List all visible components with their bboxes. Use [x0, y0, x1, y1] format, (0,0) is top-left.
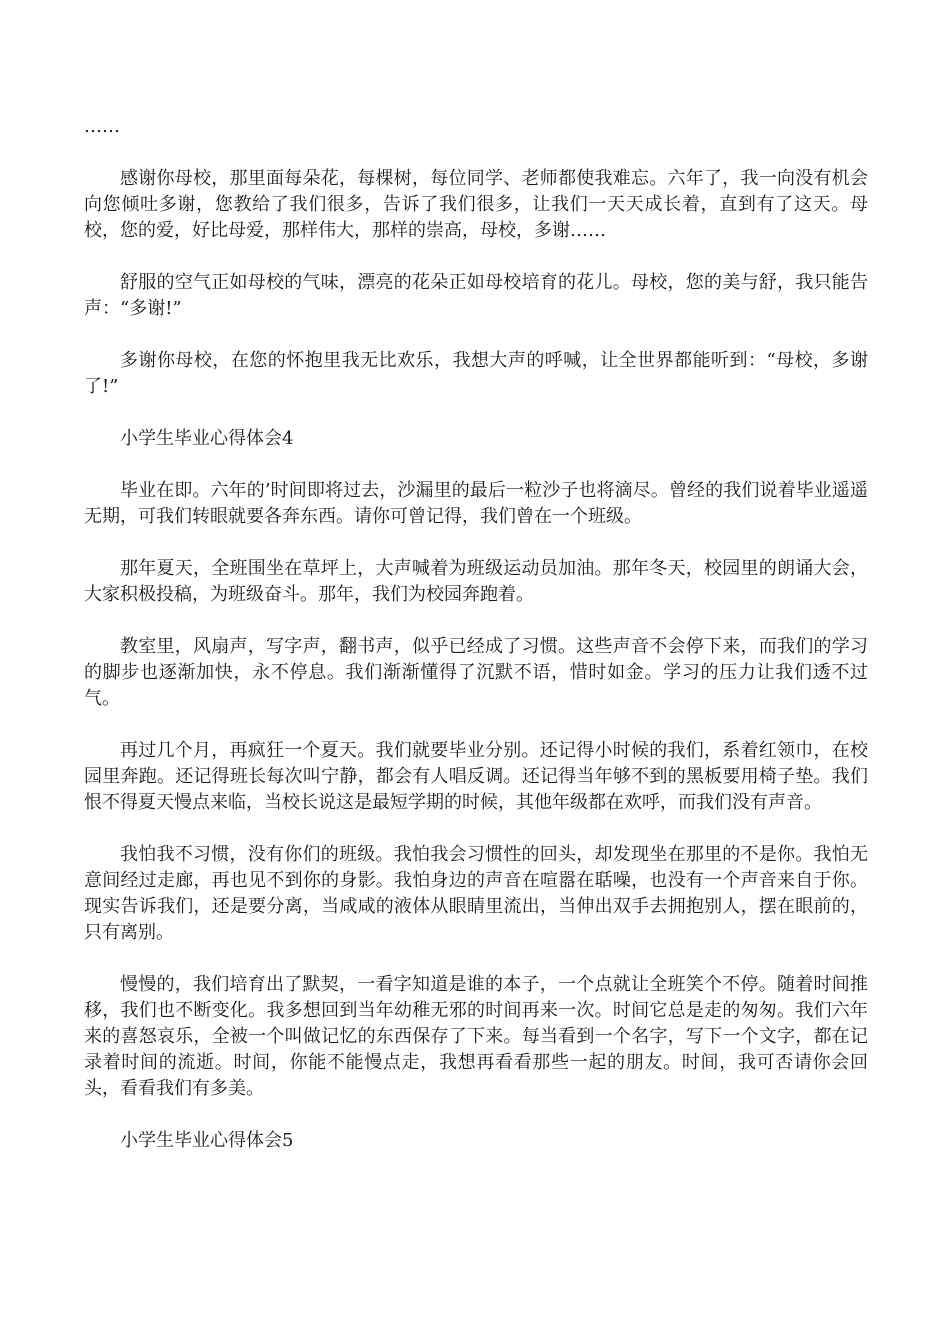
paragraph-slowly: 慢慢的，我们培育出了默契，一看字知道是谁的本子，一个点就让全班笑个不停。随着时间推移，我们也不断变化。我多想回到当年幼稚无邪的时间再来一次。时间它总是走的匆匆。我们六年来的喜怒哀乐，全被一个叫做记忆的东西保存了下来。每当看到一个名字，写下一个文字，都在记录着时间的流逝。时间，你能不能慢点走，我想再看看那些一起的朋友。时间，我可否请你会回头，看看我们有多美。 — [84, 974, 868, 1099]
paragraph-that-summer: 那年夏天，全班围坐在草坪上，大声喊着为班级运动员加油。那年冬天，校园里的朗诵大会，大家积极投稿，为班级奋斗。那年，我们为校园奔跑着。 — [84, 558, 868, 605]
paragraph-thanks-school: 感谢你母校，那里面每朵花，每棵树，每位同学、老师都使我难忘。六年了，我一向没有机会向您倾吐多谢，您教给了我们很多，告诉了我们很多，让我们一天天成长着，直到有了这天。母校，您的爱，好比母爱，那样伟大，那样的崇高，母校，多谢…… — [84, 168, 868, 241]
paragraph-fresh-air: 舒服的空气正如母校的气味，漂亮的花朵正如母校培育的花儿。母校，您的美与舒，我只能告声：“多谢!” — [84, 272, 868, 319]
paragraph-thank-you-school: 多谢你母校，在您的怀抱里我无比欢乐，我想大声的呼喊，让全世界都能听到：“母校，多谢了!” — [84, 350, 868, 397]
paragraph-graduation-near: 毕业在即。六年的’时间即将过去，沙漏里的最后一粒沙子也将滴尽。曾经的我们说着毕业遥遥无期，可我们转眼就要各奔东西。请你可曾记得，我们曾在一个班级。 — [84, 480, 868, 527]
section-heading-4: 小学生毕业心得体会4 — [120, 428, 294, 449]
ellipsis-line: …… — [84, 116, 120, 137]
document-page — [84, 114, 868, 1180]
paragraph-afraid: 我怕我不习惯，没有你们的班级。我怕我会习惯性的回头，却发现坐在那里的不是你。我怕无意间经过走廊，再也见不到你的身影。我怕身边的声音在喧嚣在聒噪，也没有一个声音来自于你。现实告诉我们，还是要分离，当咸咸的液体从眼睛里流出，当伸出双手去拥抱别人，摆在眼前的，只有离别。 — [84, 844, 868, 943]
section-heading-5: 小学生毕业心得体会5 — [120, 1130, 294, 1151]
paragraph-few-months: 再过几个月，再疯狂一个夏天。我们就要毕业分别。还记得小时候的我们，系着红领巾，在校园里奔跑。还记得班长每次叫宁静，都会有人唱反调。还记得当年够不到的黑板要用椅子垫。我们恨不得夏天慢点来临，当校长说这是最短学期的时候，其他年级都在欢呼，而我们没有声音。 — [84, 740, 868, 813]
paragraph-classroom: 教室里，风扇声，写字声，翻书声，似乎已经成了习惯。这些声音不会停下来，而我们的学习的脚步也逐渐加快，永不停息。我们渐渐懂得了沉默不语，惜时如金。学习的压力让我们透不过气。 — [84, 636, 868, 709]
